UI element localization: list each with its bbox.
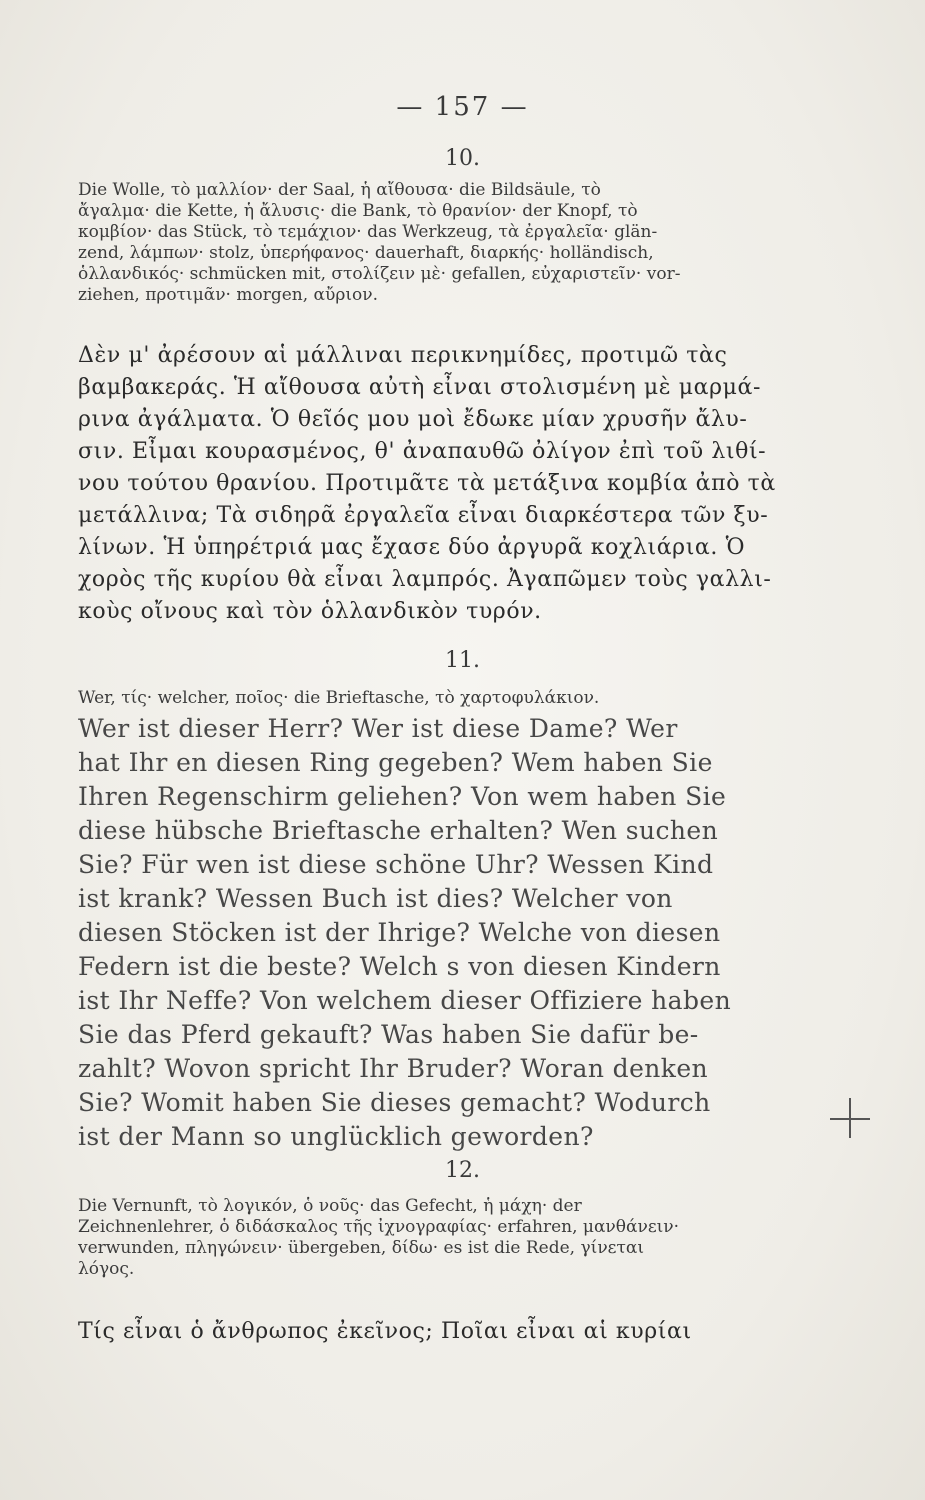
text-line: Federn ist die beste? Welch s von diesen Kindern xyxy=(78,952,721,981)
text-line: diesen Stöcken ist der Ihrige? Welche von diesen xyxy=(78,918,721,947)
section-number-12: 12. xyxy=(445,1158,480,1183)
text-line: νου τούτου θρανίου. Προτιμᾶτε τὰ μετάξινα κομβία ἀπὸ τὰ xyxy=(78,471,776,496)
text-line: hat Ihr en diesen Ring gegeben? Wem haben Sie xyxy=(78,748,713,777)
pencil-cross-mark xyxy=(830,1098,870,1138)
vocab-line: Die Wolle, τὸ μαλλίον· der Saal, ἡ αἴθουσα· die Bildsäule, τὸ xyxy=(78,180,601,200)
text-line: σιν. Εἶμαι κουρασμένος, θ' ἀναπαυθῶ ὀλίγον ἐπὶ τοῦ λιθί- xyxy=(78,439,767,464)
text-line: zahlt? Wovon spricht Ihr Bruder? Woran denken xyxy=(78,1054,709,1083)
vocab-line: ἄγαλμα· die Kette, ἡ ἄλυσις· die Bank, τὸ θρανίον· der Knopf, τὸ xyxy=(78,201,638,221)
text-line: Sie? Womit haben Sie dieses gemacht? Wodurch xyxy=(78,1088,711,1117)
text-line: ist krank? Wessen Buch ist dies? Welcher von xyxy=(78,884,673,913)
text-line: Sie das Pferd gekauft? Was haben Sie dafür be- xyxy=(78,1020,699,1049)
text-line: diese hübsche Brieftasche erhalten? Wen suchen xyxy=(78,816,719,845)
vocab-line: ziehen, προτιμᾶν· morgen, αὔριον. xyxy=(78,285,378,305)
exercise-text-10 xyxy=(78,340,828,628)
vocab-line: zend, λάμπων· stolz, ὑπερήφανος· dauerhaft, διαρκής· holländisch, xyxy=(78,243,654,263)
text-line: μετάλλινα; Τὰ σιδηρᾶ ἐργαλεῖα εἶναι διαρκέστερα τῶν ξυ- xyxy=(78,503,769,528)
exercise-text-11 xyxy=(78,712,828,1154)
vocab-line: ὁλλανδικός· schmücken mit, στολίζειν μὲ· gefallen, εὐχαριστεῖν· vor- xyxy=(78,264,681,284)
text-line: Wer ist dieser Herr? Wer ist diese Dame? Wer xyxy=(78,714,678,743)
text-line: Sie? Für wen ist diese schöne Uhr? Wessen Kind xyxy=(78,850,714,879)
section-number-10: 10. xyxy=(445,146,480,171)
page-number: — 157 — xyxy=(396,92,529,122)
vocab-line: λόγος. xyxy=(78,1259,135,1279)
vocabulary-12 xyxy=(78,1196,828,1280)
vocab-line: Zeichnenlehrer, ὁ διδάσκαλος τῆς ἰχνογραφίας· erfahren, μανθάνειν· xyxy=(78,1217,680,1237)
exercise-text-12 xyxy=(78,1316,828,1348)
text-line: ist der Mann so unglücklich geworden? xyxy=(78,1122,594,1151)
text-line: Δὲν μ' ἀρέσουν αἱ μάλλιναι περικνημίδες, προτιμῶ τὰς xyxy=(78,343,728,368)
text-line: ist Ihr Neffe? Von welchem dieser Offiziere haben xyxy=(78,986,732,1015)
text-line: κοὺς οἴνους καὶ τὸν ὁλλανδικὸν τυρόν. xyxy=(78,599,542,624)
text-line: Ihren Regenschirm geliehen? Von wem haben Sie xyxy=(78,782,727,811)
vocab-line: κομβίον· das Stück, τὸ τεμάχιον· das Werkzeug, τὰ ἐργαλεῖα· glän- xyxy=(78,222,658,242)
text-line: βαμβακεράς. Ἡ αἴθουσα αὐτὴ εἶναι στολισμένη μὲ μαρμά- xyxy=(78,375,762,400)
vocabulary-10 xyxy=(78,180,828,306)
vocab-line: Wer, τίς· welcher, ποῖος· die Brieftasche, τὸ χαρτοφυλάκιον. xyxy=(78,688,600,708)
vocabulary-11 xyxy=(78,688,828,709)
vocab-line: verwunden, πληγώνειν· übergeben, δίδω· es ist die Rede, γίνεται xyxy=(78,1238,645,1258)
text-line: Τίς εἶναι ὁ ἄνθρωπος ἐκεῖνος; Ποῖαι εἶναι αἱ κυρίαι xyxy=(78,1319,692,1344)
section-number-11: 11. xyxy=(445,648,480,673)
text-line: ρινα ἀγάλματα. Ὁ θεῖός μου μοὶ ἔδωκε μίαν χρυσῆν ἄλυ- xyxy=(78,407,748,432)
text-line: χορὸς τῆς κυρίου θὰ εἶναι λαμπρός. Ἀγαπῶμεν τοὺς γαλλι- xyxy=(78,567,772,592)
text-line: λίνων. Ἡ ὑπηρέτριά μας ἔχασε δύο ἀργυρᾶ κοχλιάρια. Ὁ xyxy=(78,535,746,560)
vocab-line: Die Vernunft, τὸ λογικόν, ὁ νοῦς· das Gefecht, ἡ μάχη· der xyxy=(78,1196,582,1216)
